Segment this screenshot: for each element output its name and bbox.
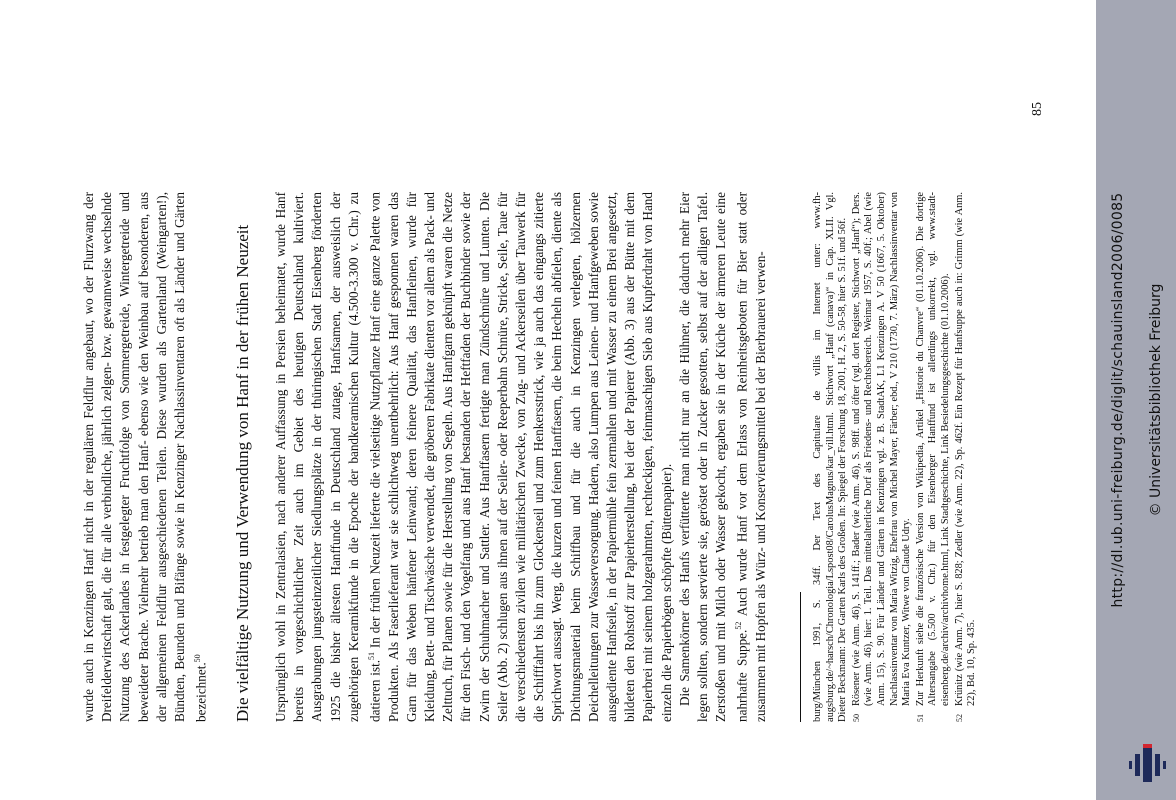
footnote-text: Krünitz (wie Anm. 7), hier S. 828; Zedler (wie Anm. 22), Sp. 462f. Ein Rezept für Hanfsuppe auch in: Grimm (wie Anm. 22), Bd. 10, Sp. 435. xyxy=(953,192,978,706)
footnote-number: 51 xyxy=(915,714,925,722)
logo-bar-2 xyxy=(1135,754,1140,776)
footnote-text: Rösener (wie Anm. 46), S. 141ff.; Bader (wie Anm. 46), S. 98ff. und öfter (vgl. dort Register, Stichwort „Hanf“); Ders. (wie Anm. 46), hier: 1. Teil. Das mittelalterliche Dorf als Friedens- und Rechtsbereich. Weimar 1957, S. 40f.; Abel (wie Anm. 15), S. 90. Für Länder und Gärten in Kenzingen vgl. z. B. StadtAK, L1 Kenzingen A. V 50 (1667, 5. Oktober) Nachlassinventar von Maria Witzig, Ehefrau von Michel Mayer, Färber; ebd., V 210 (1730, 7. März) Nachlassinventar von Maria Eva Kuntzer, Witwe von Claude Udry. xyxy=(850,192,913,706)
university-library-logo-icon xyxy=(1129,744,1171,786)
body-paragraph-1 xyxy=(80,192,211,722)
footnote-continuation xyxy=(812,192,850,722)
source-url-link[interactable]: http://dl.ub.uni-freiburg.de/diglit/schauinsland2006/0085 xyxy=(1110,192,1126,608)
footnote-number: 52 xyxy=(954,714,964,722)
logo-bar-3 xyxy=(1143,748,1152,782)
library-sidebar xyxy=(1096,0,1176,800)
paragraph-2b-text: In der frühen Neuzeit lieferte die vielseitige Nutzpflanze Hanf eine ganze Palette von Produkten. Als Faserlieferant war sie schlichtweg unentbehrlich: Aus Hanf gesponnen waren das Garn für das Weben hänfener Leinwand; deren feinere Qualität, das Hanfleinen, wurde für Kleidung, Bett- und Tischwäsche verwendet, die gröberen Fabrikate dienten vor allem als Pack- und Zelttuch, für Planen sowie für die Herstellung von Segeln. Aus Hanfgarn geknüpft waren die Netze für den Fisch- und den Vogelfang und aus Hanf bestanden der Heftfaden der Buchbinder sowie der Zwirn der Schuhmacher und Sattler. Aus Hanffasern fertigte man Zündschnüre und Lunten. Die Seiler (Abb. 2) schlugen aus ihnen auf der Seiler- oder Reeperbahn Schnüre, Stricke, Seile, Taue für die verschiedensten zivilen wie militärischen Zwecke, von Zug- und Ackerseilen über Tauwerk für die Schifffahrt bis hin zum Glockenseil und zum Henkersstrick, wie ja auch das eingangs zitierte Sprichwort aussagt. Werg, die kurzen und feinen Hanffasern, die beim Hecheln abfielen, diente als Dichtungsmaterial beim Schiffbau und für die auch in Kenzingen verlegten, hölzernen Deichelleitungen zur Wasserversorgung. Hadern, also Lumpen aus Leinen- und Hanfgeweben sowie ausgediente Hanfseile, in der Papiermühle fein zermahlen und mit Wasser zu einem Brei angesetzt, bildeten den Rohstoff zur Papierherstellung, bei der der Papierer (Abb. 3) aus der Bütte mit dem Papierbrei mit seinem holzgerahmten, rechteckigen, feinmaschigen Sieb aus Kupferdraht von Hand einzeln die Papierbögen schöpfte (Büttenpapier). xyxy=(367,192,674,722)
logo-bar-1 xyxy=(1129,761,1132,769)
paragraph-2a-text: Ursprünglich wohl in Zentralasien, nach anderer Auffassung in Persien beheimatet, wurde Hanf bereits in vorgeschichtlicher Zeit auch im Gebiet des heutigen Deutschland kultiviert. Ausgrabungen jungsteinzeitlicher Siedlungsplätze in der thüringischen Stadt Eisenberg förderten 1925 die bisher ältesten Hanffunde in Deutschland zutage, Hanfsamen, der ausweislich der zugehörigen Keramikfunde in die Epoche der bandkeramischen Kultur (4.500-3.300 v. Chr.) zu datieren ist. xyxy=(273,192,383,722)
page-number: 85 xyxy=(1030,102,1045,116)
footnote-ref-52[interactable]: 52 xyxy=(734,621,744,630)
logo-bar-5 xyxy=(1163,761,1166,769)
paragraph-1-text: wurde auch in Kenzingen Hanf nicht in der regulären Feldflur angebaut, wo der Flurzwang der Dreifelderwirtschaft galt, die für alle verbindliche, jährlich zelgen- bzw. gewannweise wechselnde Nutzung des Ackerlandes in festgelegter Fruchtfolge von Sommergetreide, Wintergetreide und beweideter Brache. Vielmehr betrieb man den Hanf- ebenso wie den Weinbau auf besonderen, aus der allgemeinen Feldflur ausgeschiedenen Teilen. Diese wurden als Gartenland (Weingarten!), Bündten, Beunden und Bifänge sowie in Kenzinger Nachlassinventaren oft als Länder und Gärten bezeichnet. xyxy=(81,192,209,722)
footnote-divider xyxy=(800,592,801,722)
footnote-51 xyxy=(915,192,953,722)
logo-bar-4 xyxy=(1155,754,1160,776)
footnote-52 xyxy=(954,192,979,722)
footnotes xyxy=(812,192,980,722)
footnote-number: 50 xyxy=(851,714,861,722)
footnote-continuation-text: burg/München 1991, S. 34ff. Der Text des Capitulare de villis im Internet unter: www.fh-augsburg.de/~harsch/Chronologia/Lspost08/CarolusMagnus/kar_vill.html. Stichwort „Hanf (canava)“ in Cap. XLII. Vgl. Dieter Beckmann: Der Garten Karls des Großen. In: Spiegel der Forschung 18, 2001, H. 2, S. 50-58, hier S. 51f. und 56f. xyxy=(812,192,849,722)
body-paragraph-2 xyxy=(272,192,770,722)
footnote-ref-50[interactable]: 50 xyxy=(193,654,203,663)
logo-accent xyxy=(1143,744,1152,748)
copyright-notice: © Universitätsbibliothek Freiburg xyxy=(1148,283,1164,517)
paragraph-3b-text: Auch wurde Hanf vor dem Erlass von Reinheitsgeboten für Bier statt oder zusammen mit Hopfen als Würz- und Konservierungsmittel bei der Bierbrauerei verwen- xyxy=(734,192,769,722)
footnote-50 xyxy=(851,192,914,722)
section-heading: Die vielfältige Nutzung und Verwendung von Hanf in der frühen Neuzeit xyxy=(233,224,252,722)
footnote-text: Zur Herkunft siehe die französische Version von Wikipedia, Artikel „Historie du Chanvre“ (01.10.2006). Die dortige Altersangabe (5.500 v. Chr.) für den Eisenberger Hanffund ist allerdings unkorrekt, vgl. www.stadt-eisenberg.de/archiv/archivhome.html, Link Stadtgeschichte, Link Besiedelungsgeschichte (01.10.2006). xyxy=(914,192,951,706)
footnote-ref-51[interactable]: 51 xyxy=(367,651,377,660)
paragraph-3a-text: Die Samenkörner des Hanfs verfütterte man nicht nur an die Hühner, die dadurch mehr Eier legen sollten, sondern servierte sie, geröstet oder in Zucker gesotten, selbst auf der adligen Tafel. Zerstoßen und mit Milch oder Wasser gekocht, ergaben sie in der Küche der ärmeren Leute eine nahrhafte Suppe. xyxy=(676,192,750,722)
